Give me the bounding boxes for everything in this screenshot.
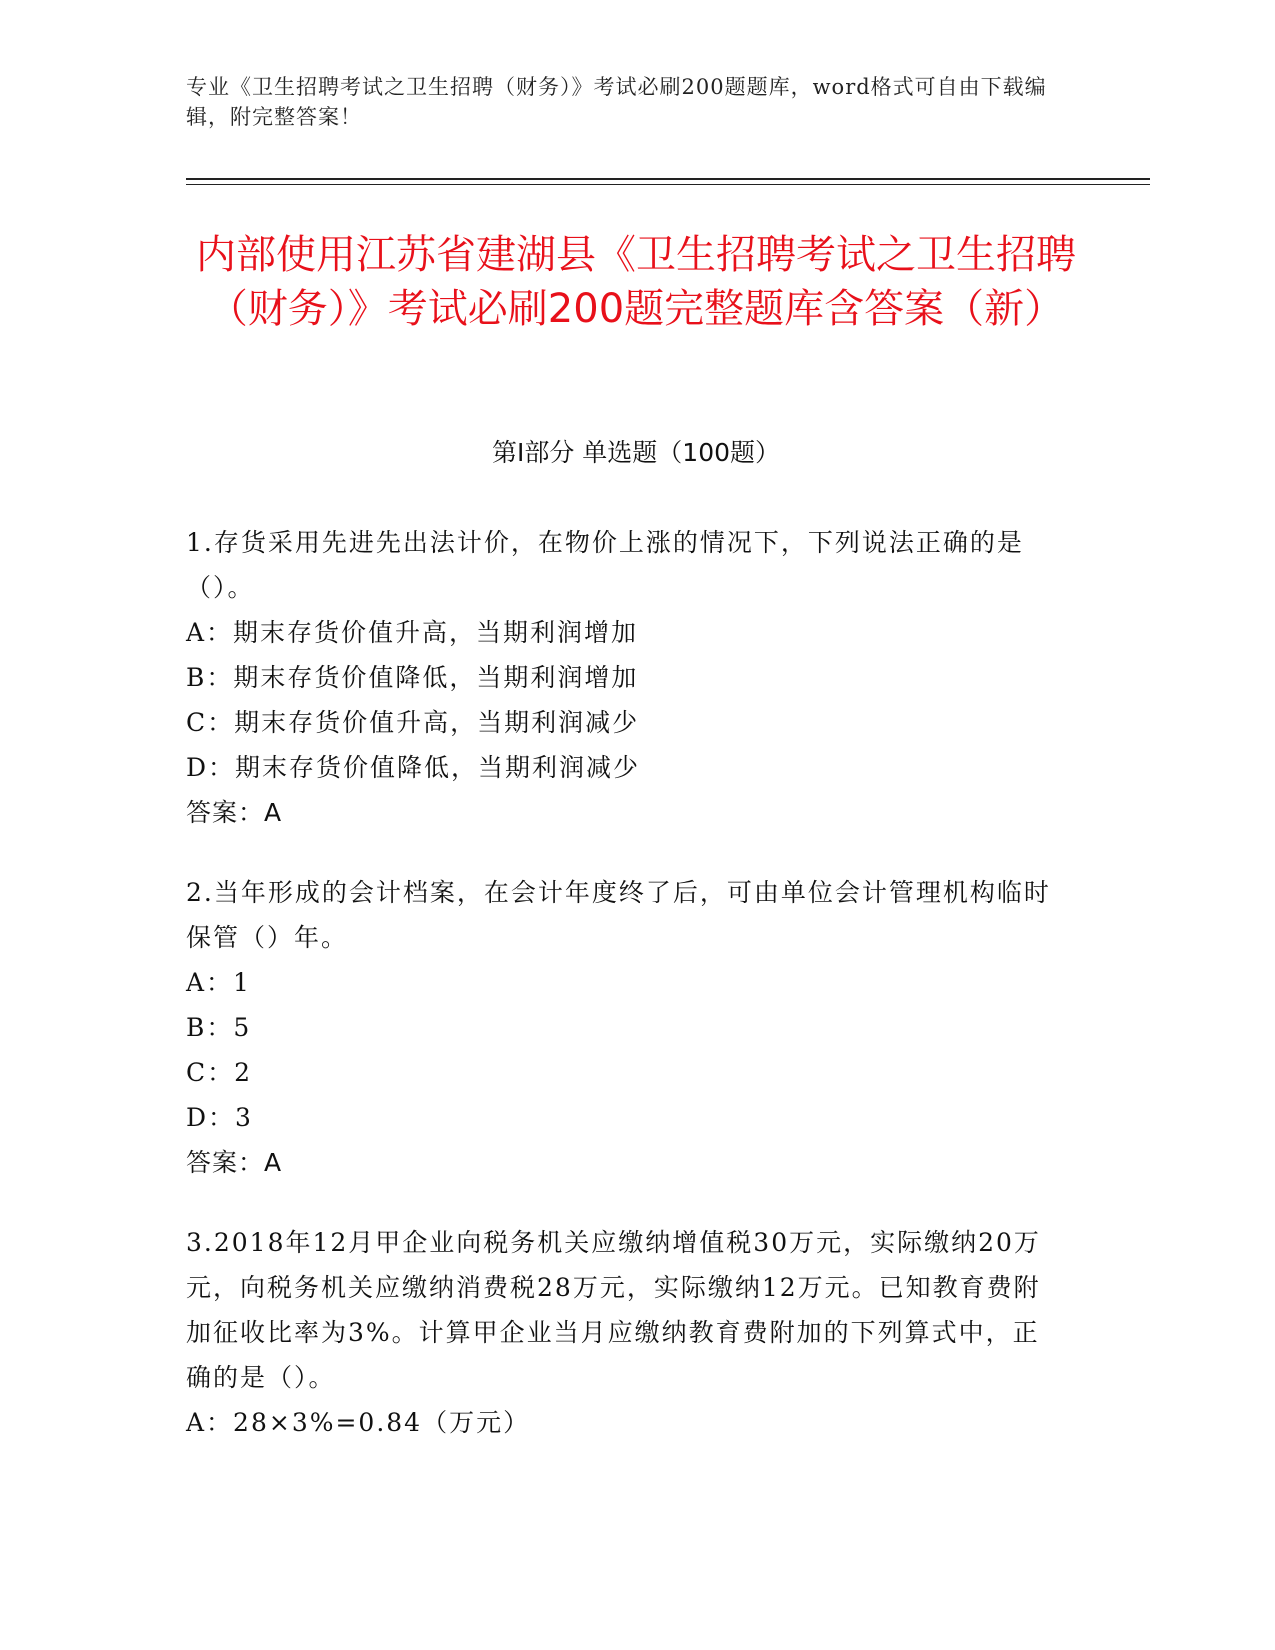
question-1 (186, 520, 1066, 835)
option-b: B：期末存货价值降低，当期利润增加 (186, 663, 639, 692)
option-d: D：3 (186, 1103, 253, 1132)
question-3 (186, 1220, 1066, 1445)
header-note: 专业《卫生招聘考试之卫生招聘（财务）》考试必刷200题题库，word格式可自由下载编辑，附完整答案！ (186, 75, 1047, 129)
option-list (186, 1400, 1066, 1445)
question-2 (186, 870, 1066, 1185)
option-a: A：28×3%=0.84（万元） (186, 1408, 531, 1437)
document-title: 内部使用江苏省建湖县《卫生招聘考试之卫生招聘（财务）》考试必刷200题完整题库含答案（新） (196, 232, 1076, 332)
question-stem: 3.2018年12月甲企业向税务机关应缴纳增值税30万元，实际缴纳20万元，向税务机关应缴纳消费税28万元，实际缴纳12万元。已知教育费附加征收比率为3%。计算甲企业当月应缴纳教育费附加的下列算式中，正确的是（）。 (186, 1228, 1041, 1392)
option-a: A：1 (186, 968, 251, 997)
option-a: A：期末存货价值升高，当期利润增加 (186, 618, 639, 647)
option-b: B：5 (186, 1013, 252, 1042)
header-rule-thick (186, 178, 1150, 180)
option-list (186, 960, 1066, 1140)
option-list (186, 610, 1066, 790)
option-d: D：期末存货价值降低，当期利润减少 (186, 753, 641, 782)
option-c: C：2 (186, 1058, 253, 1087)
header-rule-thin (186, 184, 1150, 185)
question-stem: 1.存货采用先进先出法计价，在物价上涨的情况下，下列说法正确的是（）。 (186, 528, 1024, 602)
answer-line: 答案：A (186, 798, 283, 827)
question-stem: 2.当年形成的会计档案，在会计年度终了后，可由单位会计管理机构临时保管（）年。 (186, 878, 1051, 952)
section-heading: 第I部分 单选题（100题） (491, 438, 781, 467)
answer-line: 答案：A (186, 1148, 283, 1177)
option-c: C：期末存货价值升高，当期利润减少 (186, 708, 640, 737)
